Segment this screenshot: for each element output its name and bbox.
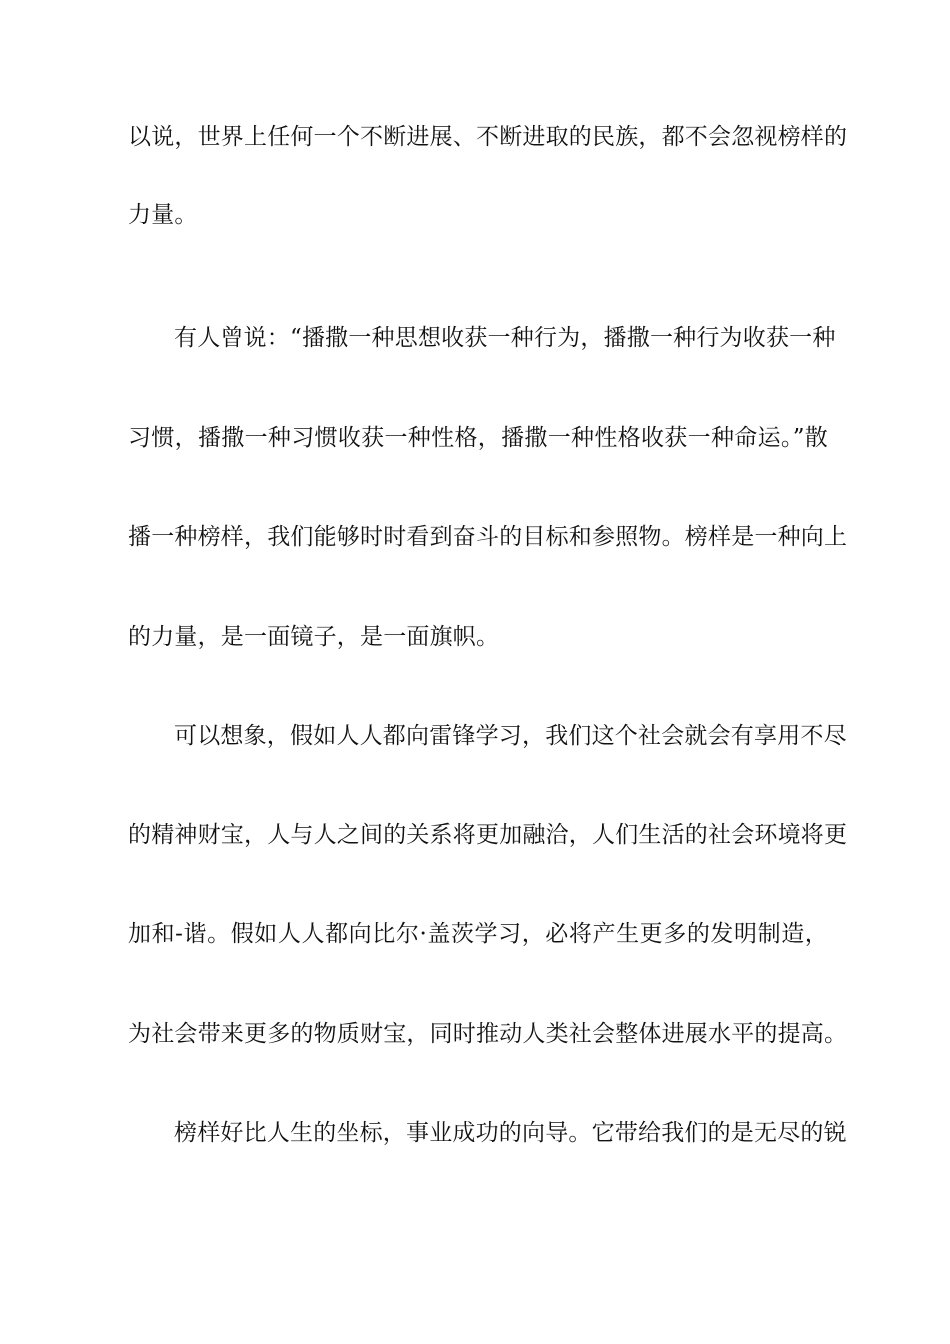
paragraph-2-line-4: 的力量，是一面镜子，是一面旗帜。	[128, 624, 500, 650]
text-line-1: 以说，世界上任何一个不断进展、不断进取的民族，都不会忽视榜样的	[128, 124, 848, 150]
paragraph-3-line-3: 加和-谐。假如人人都向比尔·盖茨学习，必将产生更多的发明制造，	[128, 921, 828, 947]
paragraph-2-line-2: 习惯，播撒一种习惯收获一种性格，播撒一种性格收获一种命运。”散	[128, 425, 828, 451]
paragraph-2-line-3: 播一种榜样，我们能够时时看到奋斗的目标和参照物。榜样是一种向上	[128, 524, 848, 550]
paragraph-3-line-4: 为社会带来更多的物质财宝，同时推动人类社会整体进展水平的提高。	[128, 1021, 848, 1047]
text-line-2: 力量。	[128, 202, 198, 228]
paragraph-4-line-1: 榜样好比人生的坐标，事业成功的向导。它带给我们的是无尽的锐	[174, 1120, 847, 1146]
paragraph-2-line-1: 有人曾说：“播撒一种思想收获一种行为，播撒一种行为收获一种	[174, 325, 836, 351]
paragraph-3-line-1: 可以想象，假如人人都向雷锋学习，我们这个社会就会有享用不尽	[174, 723, 847, 749]
paragraph-3-line-2: 的精神财宝，人与人之间的关系将更加融洽，人们生活的社会环境将更	[128, 822, 848, 848]
